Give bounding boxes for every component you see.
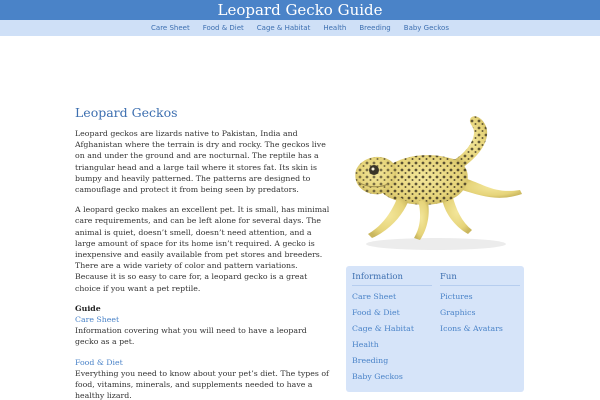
guide-link-food-diet[interactable]: Food & Diet	[75, 357, 123, 367]
nav-item-breeding[interactable]: Breeding	[359, 24, 391, 32]
guide-heading: Guide	[75, 303, 101, 313]
page-heading: Leopard Geckos	[75, 105, 178, 120]
sidebar-information-heading: Information	[352, 271, 432, 286]
guide-item-food-diet	[75, 357, 331, 400]
sidebar-information-column	[352, 271, 432, 385]
sidebar-link-pictures[interactable]: Pictures	[440, 292, 473, 301]
nav-item-care-sheet[interactable]: Care Sheet	[151, 24, 190, 32]
sidebar-link-food-diet[interactable]: Food & Diet	[352, 308, 400, 317]
sidebar-fun-heading: Fun	[440, 271, 520, 286]
leopard-gecko-image	[344, 98, 528, 253]
site-title: Leopard Gecko Guide	[217, 1, 383, 19]
sidebar-link-health[interactable]: Health	[352, 340, 379, 349]
intro-paragraph: Leopard geckos are lizards native to Pakistan, India and Afghanistan where the terrain is dry and rocky. The geckos live on and under the ground and are nocturnal. The reptile has a triangular head and a large tail where it stores fat. Its skin is bumpy and heavily patterned. The patterns are designed to camouflage and protect it from being seen by predators.	[75, 129, 326, 195]
sidebar-link-breeding[interactable]: Breeding	[352, 356, 389, 365]
nav-item-health[interactable]: Health	[323, 24, 347, 32]
sidebar-links-box	[346, 266, 524, 392]
sidebar-information-list	[352, 289, 432, 385]
sidebar-fun-list	[440, 289, 520, 337]
guide-desc-care-sheet: Information covering what you will need to have a leopard gecko as a pet.	[75, 326, 307, 347]
guide-item-care-sheet	[75, 314, 331, 348]
guide-desc-food-diet: Everything you need to know about your pet’s diet. The types of food, vitamins, minerals, and supplements needed to have a healthy lizard.	[75, 368, 329, 400]
pet-paragraph: A leopard gecko makes an excellent pet. It is small, has minimal care requirements, and can be left alone for several days. The animal is quiet, doesn’t smell, doesn’t need attention, and a large amount of space for its home isn’t required. A gecko is inexpensive and easily available from pet stores and breeders. There are a wide variety of color and pattern variations. Because it is so easy to care for, a leopard gecko is a great choice if you want a pet reptile.	[75, 205, 330, 293]
sidebar-fun-column	[440, 271, 520, 337]
nav-item-food-diet[interactable]: Food & Diet	[202, 24, 244, 32]
main-content	[75, 105, 331, 400]
guide-link-care-sheet[interactable]: Care Sheet	[75, 315, 120, 325]
top-nav	[0, 20, 600, 36]
sidebar-link-graphics[interactable]: Graphics	[440, 308, 476, 317]
sidebar-link-cage-habitat[interactable]: Cage & Habitat	[352, 324, 414, 333]
nav-item-cage-habitat[interactable]: Cage & Habitat	[256, 24, 311, 32]
sidebar-link-care-sheet[interactable]: Care Sheet	[352, 292, 397, 301]
sidebar-link-icons-avatars[interactable]: Icons & Avatars	[440, 324, 503, 333]
nav-item-baby-geckos[interactable]: Baby Geckos	[403, 24, 449, 32]
sidebar-link-baby-geckos[interactable]: Baby Geckos	[352, 372, 403, 381]
site-title-banner	[0, 0, 600, 20]
